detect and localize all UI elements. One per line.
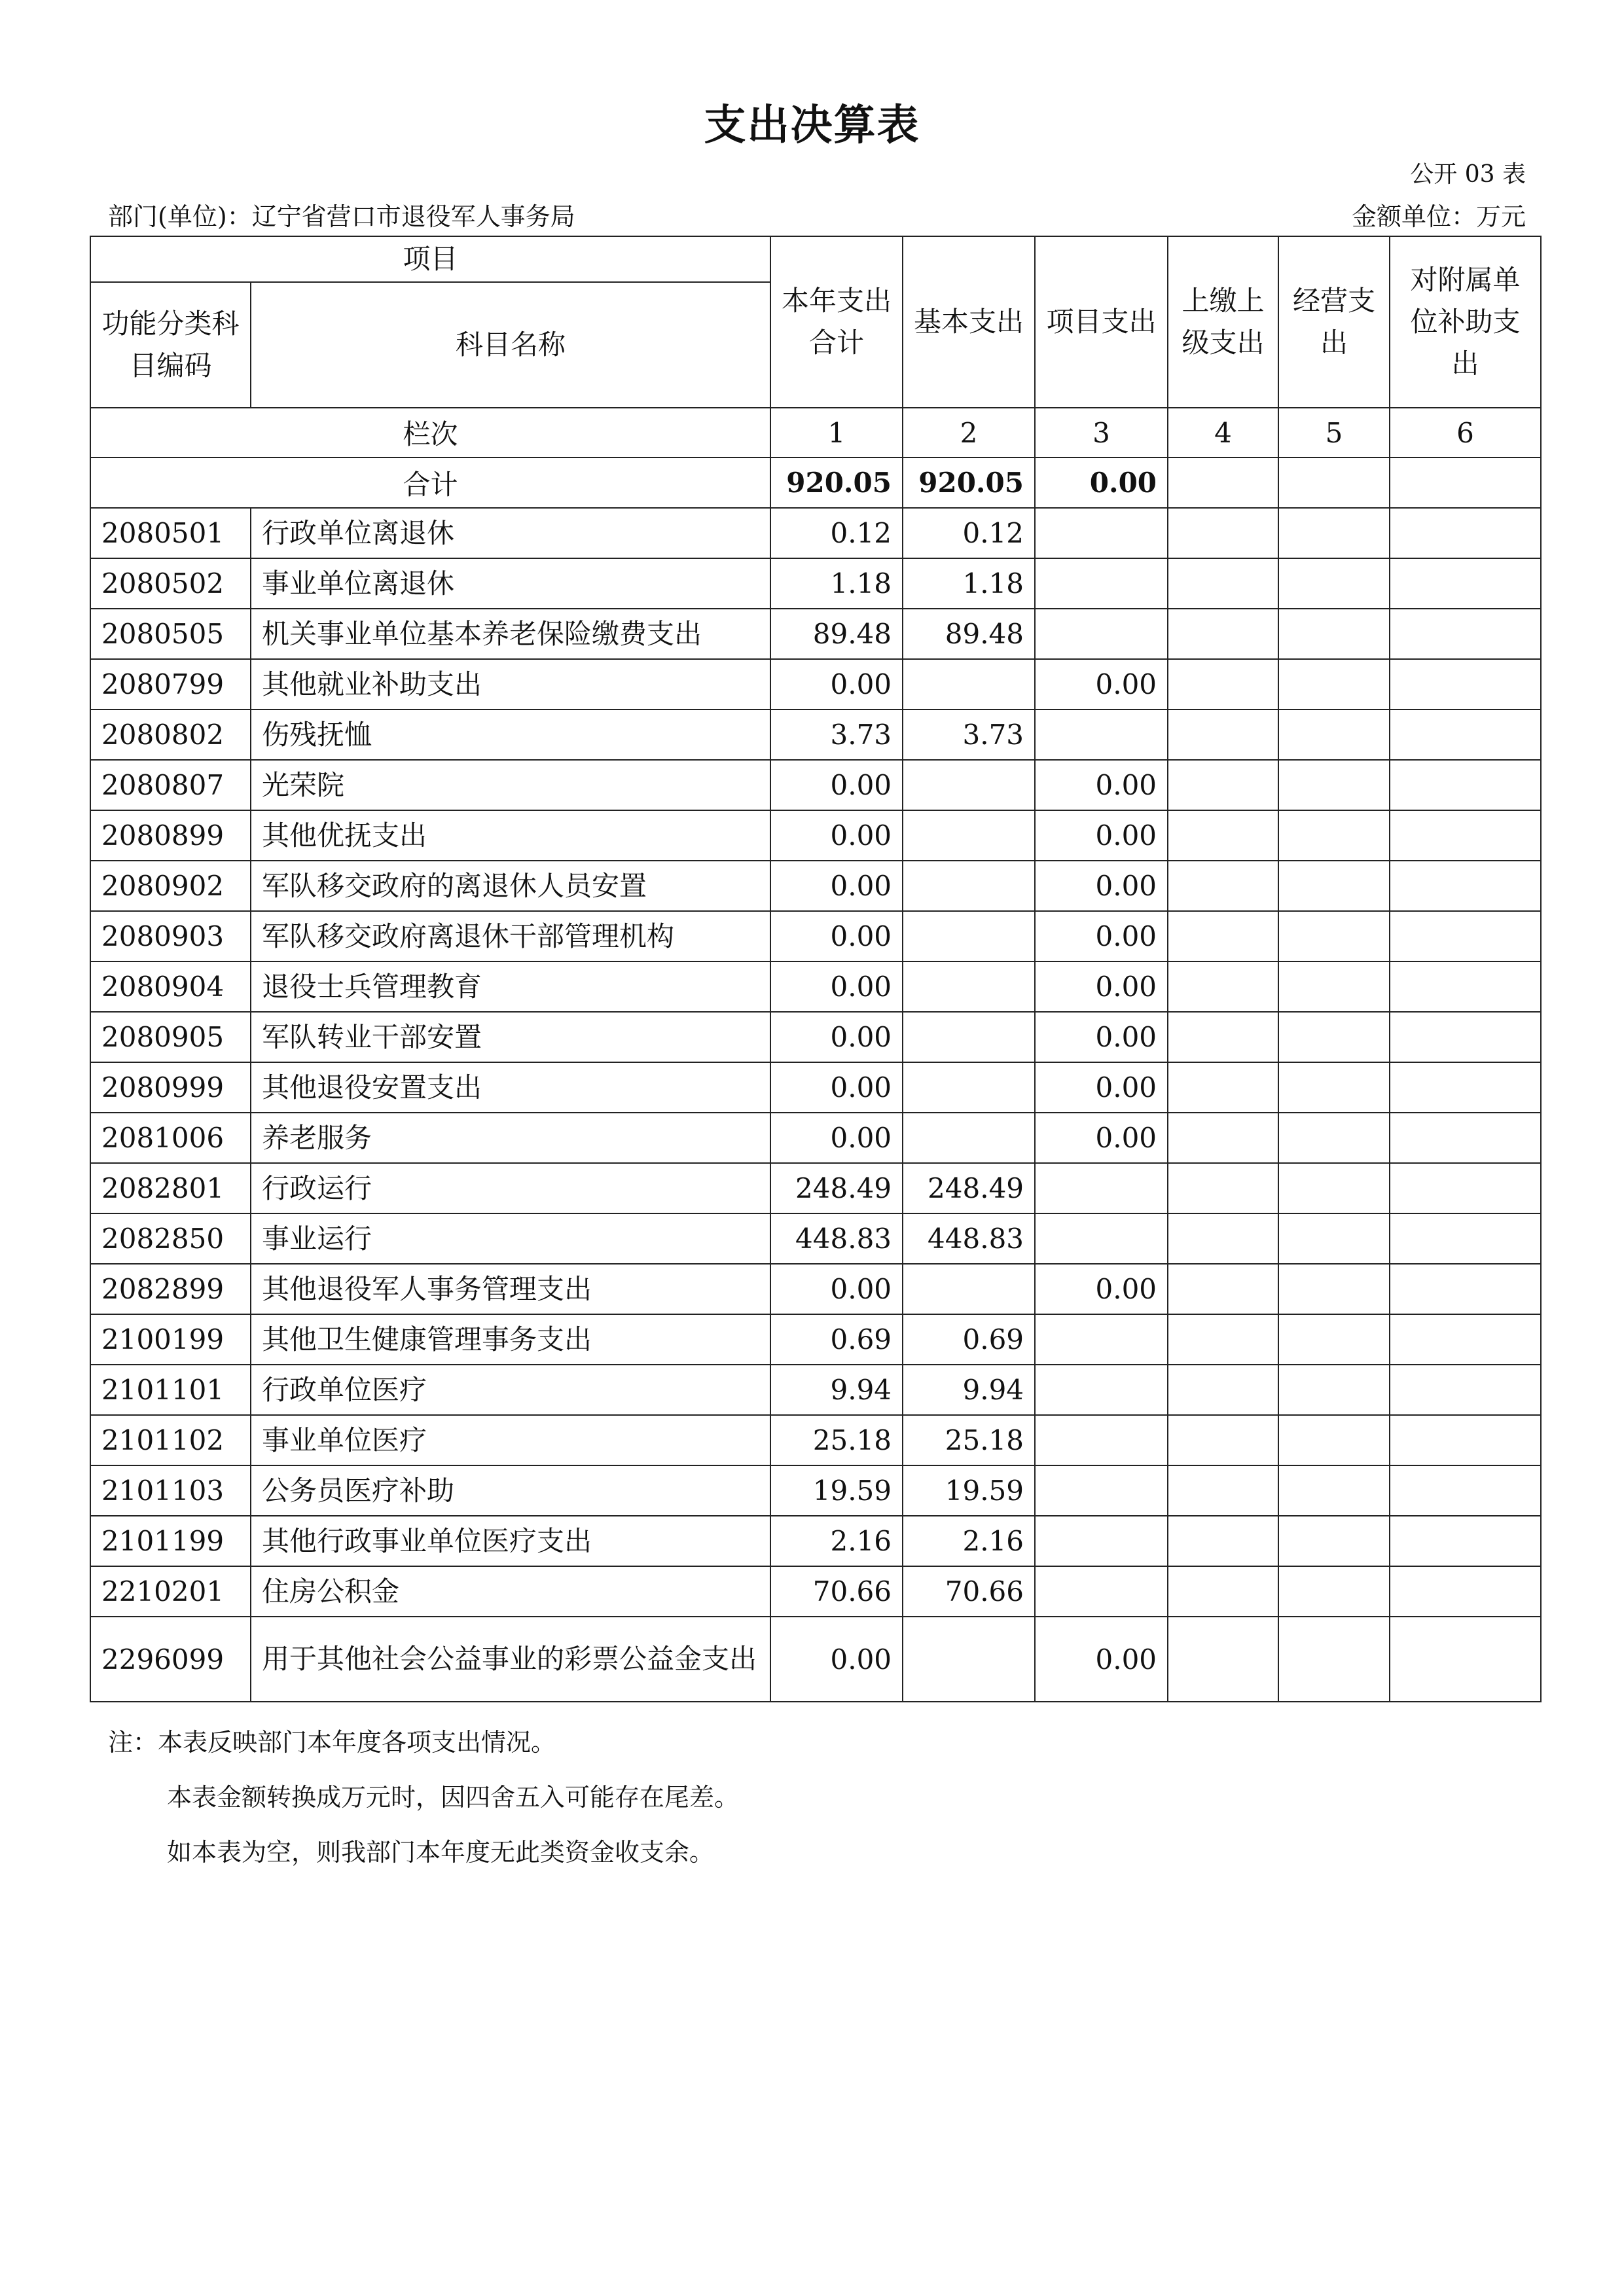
row-project xyxy=(1035,1566,1168,1617)
row-subsidy xyxy=(1390,1365,1541,1415)
total-row-project: 0.00 xyxy=(1035,457,1168,508)
row-total: 1.18 xyxy=(770,558,903,609)
row-subsidy xyxy=(1390,558,1541,609)
row-total: 0.00 xyxy=(770,1012,903,1062)
row-business xyxy=(1278,1163,1390,1213)
row-basic xyxy=(903,810,1035,861)
row-upper xyxy=(1168,1264,1278,1314)
amount-unit-label: 金额单位：万元 xyxy=(1351,202,1526,231)
row-business xyxy=(1278,1365,1390,1415)
row-upper xyxy=(1168,1012,1278,1062)
row-subsidy xyxy=(1390,1264,1541,1314)
row-upper xyxy=(1168,760,1278,810)
row-project xyxy=(1035,508,1168,558)
row-code: 2100199 xyxy=(90,1314,251,1365)
row-code: 2082801 xyxy=(90,1163,251,1213)
total-row-upper xyxy=(1168,457,1278,508)
row-basic: 9.94 xyxy=(903,1365,1035,1415)
row-upper xyxy=(1168,1314,1278,1365)
row-basic xyxy=(903,1062,1035,1113)
table-row xyxy=(90,558,1541,609)
row-total: 89.48 xyxy=(770,609,903,659)
row-code: 2080807 xyxy=(90,760,251,810)
row-subsidy xyxy=(1390,709,1541,760)
table-row xyxy=(90,911,1541,961)
header-subsidy: 对附属单位补助支出 xyxy=(1390,236,1541,408)
row-code: 2082899 xyxy=(90,1264,251,1314)
table-row xyxy=(90,810,1541,861)
row-upper xyxy=(1168,1113,1278,1163)
row-basic: 19.59 xyxy=(903,1465,1035,1516)
notes xyxy=(108,1715,739,1880)
row-basic: 448.83 xyxy=(903,1213,1035,1264)
row-total: 0.00 xyxy=(770,810,903,861)
row-project xyxy=(1035,1213,1168,1264)
table-row xyxy=(90,861,1541,911)
row-business xyxy=(1278,1213,1390,1264)
row-total: 0.00 xyxy=(770,760,903,810)
row-code: 2080505 xyxy=(90,609,251,659)
total-row-total: 920.05 xyxy=(770,457,903,508)
row-project xyxy=(1035,1365,1168,1415)
page-title: 支出决算表 xyxy=(704,101,920,150)
row-upper xyxy=(1168,1516,1278,1566)
row-subsidy xyxy=(1390,1163,1541,1213)
table-row xyxy=(90,1516,1541,1566)
row-code: 2101103 xyxy=(90,1465,251,1516)
row-business xyxy=(1278,961,1390,1012)
row-name: 其他退役军人事务管理支出 xyxy=(251,1264,770,1314)
row-upper xyxy=(1168,1062,1278,1113)
table-row xyxy=(90,1012,1541,1062)
row-total: 25.18 xyxy=(770,1415,903,1465)
table-row xyxy=(90,609,1541,659)
row-total: 0.00 xyxy=(770,1062,903,1113)
row-name: 机关事业单位基本养老保险缴费支出 xyxy=(251,609,770,659)
row-total: 70.66 xyxy=(770,1566,903,1617)
row-subsidy xyxy=(1390,861,1541,911)
column-number: 1 xyxy=(770,408,903,457)
table-row xyxy=(90,1113,1541,1163)
row-upper xyxy=(1168,709,1278,760)
row-name: 事业运行 xyxy=(251,1213,770,1264)
row-business xyxy=(1278,911,1390,961)
row-project xyxy=(1035,709,1168,760)
header-project: 项目支出 xyxy=(1035,236,1168,408)
column-number: 3 xyxy=(1035,408,1168,457)
row-basic: 3.73 xyxy=(903,709,1035,760)
total-row-business xyxy=(1278,457,1390,508)
header-basic: 基本支出 xyxy=(903,236,1035,408)
row-business xyxy=(1278,810,1390,861)
row-project: 0.00 xyxy=(1035,810,1168,861)
row-name: 公务员医疗补助 xyxy=(251,1465,770,1516)
row-subsidy xyxy=(1390,1465,1541,1516)
row-code: 2080999 xyxy=(90,1062,251,1113)
row-code: 2082850 xyxy=(90,1213,251,1264)
row-code: 2080501 xyxy=(90,508,251,558)
note-line: 本表金额转换成万元时，因四舍五入可能存在尾差。 xyxy=(167,1783,740,1812)
row-project: 0.00 xyxy=(1035,760,1168,810)
row-code: 2080904 xyxy=(90,961,251,1012)
total-row-label: 合计 xyxy=(90,457,770,508)
row-business xyxy=(1278,558,1390,609)
row-project xyxy=(1035,1163,1168,1213)
row-total: 19.59 xyxy=(770,1465,903,1516)
row-basic xyxy=(903,1264,1035,1314)
row-code: 2101199 xyxy=(90,1516,251,1566)
row-basic: 89.48 xyxy=(903,609,1035,659)
row-total: 0.00 xyxy=(770,911,903,961)
table-row xyxy=(90,1365,1541,1415)
row-name: 事业单位离退休 xyxy=(251,558,770,609)
row-project: 0.00 xyxy=(1035,1113,1168,1163)
row-basic: 25.18 xyxy=(903,1415,1035,1465)
column-number: 6 xyxy=(1390,408,1541,457)
row-upper xyxy=(1168,609,1278,659)
row-code: 2080903 xyxy=(90,911,251,961)
row-business xyxy=(1278,1314,1390,1365)
row-subsidy xyxy=(1390,911,1541,961)
row-name: 行政单位离退休 xyxy=(251,508,770,558)
total-row-subsidy xyxy=(1390,457,1541,508)
header-upper: 上缴上级支出 xyxy=(1168,236,1278,408)
table-row xyxy=(90,1062,1541,1113)
table-row xyxy=(90,1213,1541,1264)
row-total: 0.00 xyxy=(770,961,903,1012)
row-business xyxy=(1278,1113,1390,1163)
row-business xyxy=(1278,1415,1390,1465)
row-name: 用于其他社会公益事业的彩票公益金支出 xyxy=(251,1617,770,1702)
row-subsidy xyxy=(1390,1113,1541,1163)
row-subsidy xyxy=(1390,1012,1541,1062)
expenditure-table xyxy=(90,236,1542,1702)
row-basic: 248.49 xyxy=(903,1163,1035,1213)
column-number-label: 栏次 xyxy=(90,408,770,457)
row-total: 448.83 xyxy=(770,1213,903,1264)
row-business xyxy=(1278,1264,1390,1314)
row-upper xyxy=(1168,1465,1278,1516)
column-number: 5 xyxy=(1278,408,1390,457)
row-basic xyxy=(903,861,1035,911)
table-row xyxy=(90,709,1541,760)
row-project xyxy=(1035,1465,1168,1516)
row-subsidy xyxy=(1390,810,1541,861)
department-label: 部门(单位)：辽宁省营口市退役军人事务局 xyxy=(108,202,575,231)
row-code: 2080802 xyxy=(90,709,251,760)
row-total: 0.00 xyxy=(770,861,903,911)
row-project: 0.00 xyxy=(1035,911,1168,961)
table-row xyxy=(90,961,1541,1012)
row-name: 伤残抚恤 xyxy=(251,709,770,760)
row-upper xyxy=(1168,558,1278,609)
row-total: 0.00 xyxy=(770,1617,903,1702)
row-upper xyxy=(1168,810,1278,861)
row-upper xyxy=(1168,1163,1278,1213)
row-project: 0.00 xyxy=(1035,1264,1168,1314)
table-row xyxy=(90,1617,1541,1702)
table-row xyxy=(90,659,1541,709)
row-code: 2101101 xyxy=(90,1365,251,1415)
row-upper xyxy=(1168,961,1278,1012)
row-business xyxy=(1278,1566,1390,1617)
row-name: 退役士兵管理教育 xyxy=(251,961,770,1012)
row-business xyxy=(1278,609,1390,659)
header-code: 功能分类科目编码 xyxy=(90,282,251,408)
row-subsidy xyxy=(1390,961,1541,1012)
row-business xyxy=(1278,760,1390,810)
row-name: 军队移交政府的离退休人员安置 xyxy=(251,861,770,911)
table-row xyxy=(90,1465,1541,1516)
row-business xyxy=(1278,1617,1390,1702)
row-upper xyxy=(1168,508,1278,558)
row-code: 2080502 xyxy=(90,558,251,609)
row-name: 其他就业补助支出 xyxy=(251,659,770,709)
table-row xyxy=(90,760,1541,810)
row-code: 2080902 xyxy=(90,861,251,911)
row-basic: 2.16 xyxy=(903,1516,1035,1566)
table-row xyxy=(90,1566,1541,1617)
row-subsidy xyxy=(1390,1314,1541,1365)
row-basic xyxy=(903,760,1035,810)
header-item: 项目 xyxy=(90,236,770,282)
row-name: 事业单位医疗 xyxy=(251,1415,770,1465)
table-row xyxy=(90,1314,1541,1365)
row-basic xyxy=(903,1617,1035,1702)
row-basic xyxy=(903,1012,1035,1062)
row-total: 2.16 xyxy=(770,1516,903,1566)
row-name: 军队转业干部安置 xyxy=(251,1012,770,1062)
row-business xyxy=(1278,709,1390,760)
row-subsidy xyxy=(1390,659,1541,709)
row-subsidy xyxy=(1390,508,1541,558)
row-subsidy xyxy=(1390,1213,1541,1264)
row-business xyxy=(1278,1062,1390,1113)
row-subsidy xyxy=(1390,1566,1541,1617)
row-project: 0.00 xyxy=(1035,659,1168,709)
row-basic: 0.12 xyxy=(903,508,1035,558)
row-upper xyxy=(1168,1213,1278,1264)
note-line: 如本表为空，则我部门本年度无此类资金收支余。 xyxy=(167,1838,715,1867)
row-name: 光荣院 xyxy=(251,760,770,810)
row-upper xyxy=(1168,1415,1278,1465)
row-subsidy xyxy=(1390,760,1541,810)
row-code: 2101102 xyxy=(90,1415,251,1465)
row-code: 2080799 xyxy=(90,659,251,709)
row-code: 2210201 xyxy=(90,1566,251,1617)
row-business xyxy=(1278,1465,1390,1516)
column-number: 4 xyxy=(1168,408,1278,457)
row-name: 行政运行 xyxy=(251,1163,770,1213)
column-number: 2 xyxy=(903,408,1035,457)
row-upper xyxy=(1168,861,1278,911)
note-line: 注：本表反映部门本年度各项支出情况。 xyxy=(108,1728,556,1757)
row-code: 2296099 xyxy=(90,1617,251,1702)
row-total: 0.00 xyxy=(770,1113,903,1163)
row-total: 9.94 xyxy=(770,1365,903,1415)
table-row xyxy=(90,1415,1541,1465)
row-subsidy xyxy=(1390,1516,1541,1566)
form-number: 公开 03 表 xyxy=(1410,161,1526,188)
row-basic: 70.66 xyxy=(903,1566,1035,1617)
row-basic xyxy=(903,961,1035,1012)
row-basic: 0.69 xyxy=(903,1314,1035,1365)
row-project xyxy=(1035,1516,1168,1566)
row-upper xyxy=(1168,1365,1278,1415)
row-project xyxy=(1035,1415,1168,1465)
row-upper xyxy=(1168,1617,1278,1702)
table-row xyxy=(90,1163,1541,1213)
row-upper xyxy=(1168,1566,1278,1617)
row-name: 行政单位医疗 xyxy=(251,1365,770,1415)
row-basic xyxy=(903,659,1035,709)
row-subsidy xyxy=(1390,1617,1541,1702)
row-total: 248.49 xyxy=(770,1163,903,1213)
row-total: 0.69 xyxy=(770,1314,903,1365)
row-project xyxy=(1035,609,1168,659)
row-name: 住房公积金 xyxy=(251,1566,770,1617)
row-project: 0.00 xyxy=(1035,961,1168,1012)
row-project: 0.00 xyxy=(1035,1012,1168,1062)
row-upper xyxy=(1168,659,1278,709)
row-project xyxy=(1035,558,1168,609)
row-subsidy xyxy=(1390,1062,1541,1113)
row-code: 2080905 xyxy=(90,1012,251,1062)
row-name: 其他卫生健康管理事务支出 xyxy=(251,1314,770,1365)
row-basic xyxy=(903,911,1035,961)
row-code: 2080899 xyxy=(90,810,251,861)
row-project: 0.00 xyxy=(1035,1062,1168,1113)
total-row-basic: 920.05 xyxy=(903,457,1035,508)
row-business xyxy=(1278,861,1390,911)
row-subsidy xyxy=(1390,609,1541,659)
row-basic: 1.18 xyxy=(903,558,1035,609)
row-project xyxy=(1035,1314,1168,1365)
row-business xyxy=(1278,1012,1390,1062)
table-row xyxy=(90,1264,1541,1314)
row-name: 养老服务 xyxy=(251,1113,770,1163)
row-business xyxy=(1278,1516,1390,1566)
row-business xyxy=(1278,508,1390,558)
row-name: 军队移交政府离退休干部管理机构 xyxy=(251,911,770,961)
row-upper xyxy=(1168,911,1278,961)
row-total: 0.00 xyxy=(770,1264,903,1314)
row-name: 其他优抚支出 xyxy=(251,810,770,861)
row-basic xyxy=(903,1113,1035,1163)
row-code: 2081006 xyxy=(90,1113,251,1163)
row-project: 0.00 xyxy=(1035,1617,1168,1702)
row-project: 0.00 xyxy=(1035,861,1168,911)
header-total: 本年支出合计 xyxy=(770,236,903,408)
row-name: 其他退役安置支出 xyxy=(251,1062,770,1113)
row-name: 其他行政事业单位医疗支出 xyxy=(251,1516,770,1566)
header-business: 经营支出 xyxy=(1278,236,1390,408)
row-total: 0.00 xyxy=(770,659,903,709)
row-total: 0.12 xyxy=(770,508,903,558)
row-total: 3.73 xyxy=(770,709,903,760)
header-name: 科目名称 xyxy=(251,282,770,408)
row-business xyxy=(1278,659,1390,709)
row-subsidy xyxy=(1390,1415,1541,1465)
table-row xyxy=(90,508,1541,558)
